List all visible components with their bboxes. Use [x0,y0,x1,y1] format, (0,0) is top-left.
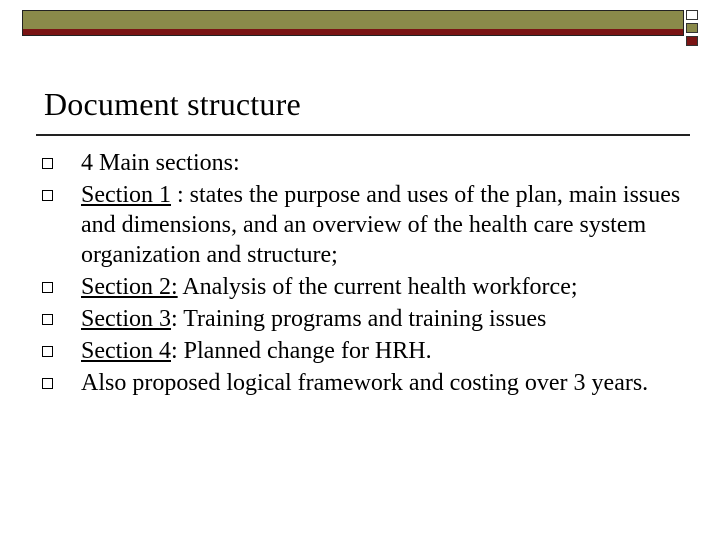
corner-box-olive [686,23,698,33]
header-band-maroon-stripe [23,29,683,35]
corner-box-white [686,10,698,20]
bullet-text: : Training programs and training issues [171,306,547,332]
corner-box-maroon [686,36,698,46]
bullet-item [40,368,690,398]
square-bullet-icon [42,190,53,201]
header-band [22,10,684,36]
bullet-lead: Section 3 [81,306,171,332]
square-bullet-icon [42,282,53,293]
header-band-olive-stripe [23,11,683,29]
bullet-lead: Section 4 [81,338,171,364]
bullet-item [40,180,690,270]
corner-decoration [686,10,708,42]
bullet-item [40,148,690,178]
square-bullet-icon [42,346,53,357]
square-bullet-icon [42,314,53,325]
bullet-lead: Section 2: [81,274,178,300]
bullet-item [40,272,690,302]
bullet-text: Analysis of the current health workforce; [177,274,578,300]
title-divider [36,134,690,136]
slide-title: Document structure [44,86,301,122]
bullet-text: : Planned change for HRH. [171,338,432,364]
square-bullet-icon [42,378,53,389]
bullet-item [40,336,690,366]
bullet-list [40,148,690,400]
bullet-text: 4 Main sections: [81,150,240,176]
bullet-item [40,304,690,334]
bullet-text: : states the purpose and uses of the plan, main issues and dimensions, and an overview of the health care system organization and structure; [81,182,681,268]
square-bullet-icon [42,158,53,169]
bullet-lead: Section 1 [81,182,171,208]
bullet-text: Also proposed logical framework and costing over 3 years. [81,370,649,396]
